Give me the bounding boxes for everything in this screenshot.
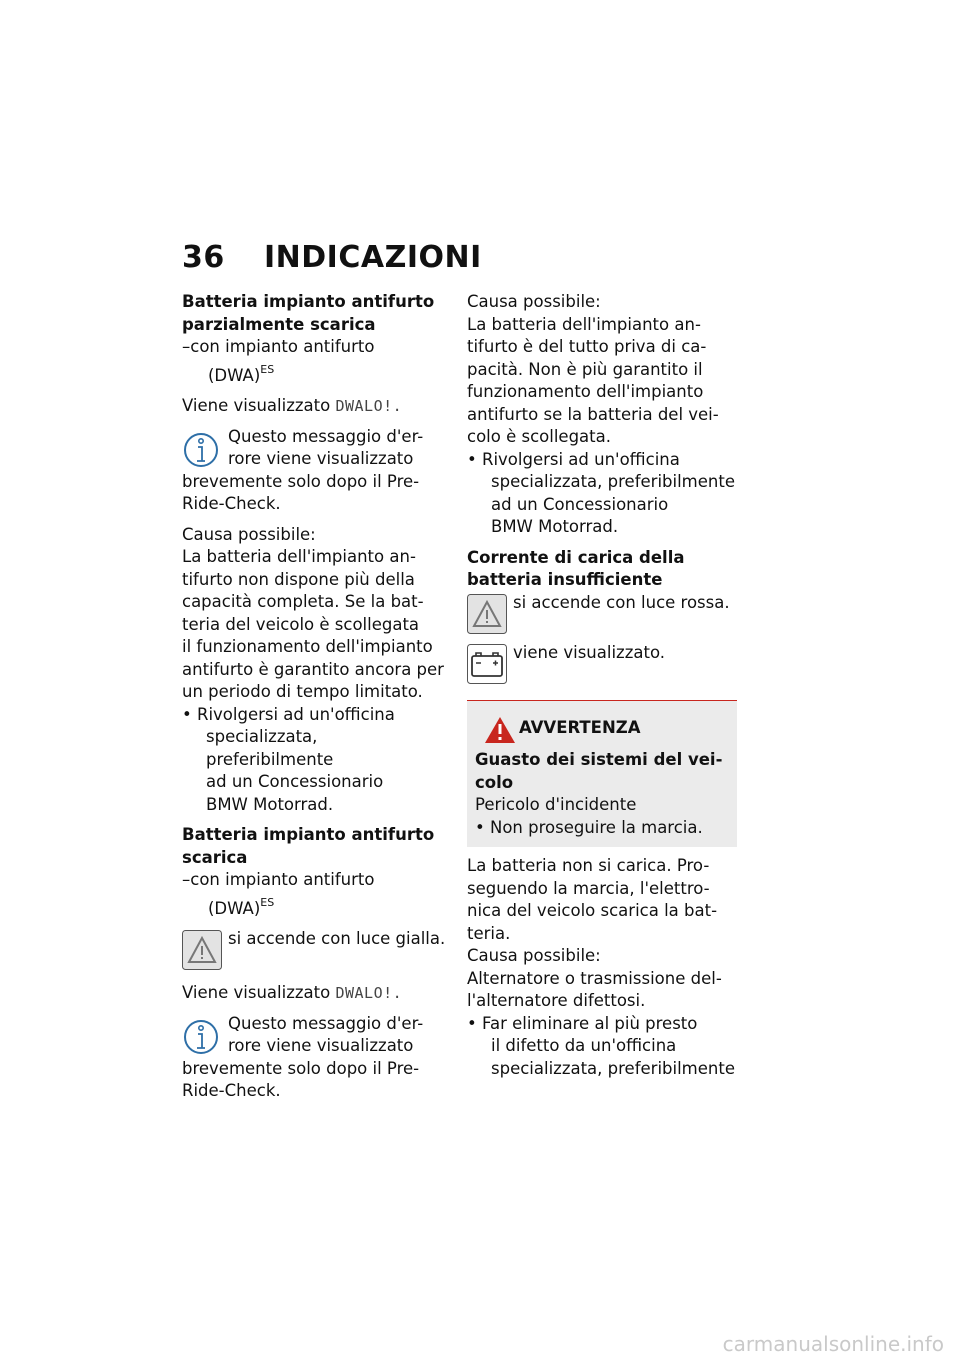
condition-line — [182, 336, 446, 387]
es-superscript: ES — [260, 895, 275, 909]
error-code: DWALO!. — [335, 397, 403, 415]
battery-icon — [467, 644, 507, 684]
info-icon — [182, 430, 220, 470]
bullet-item: • Rivolgersi ad un'officina specializzata, preferibilmente ad un Concessionario BMW Motorrad. — [182, 704, 395, 814]
left-column: Batteria impianto antifurto parzialmente scarica –con impianto antifurto (DWA)$^{ES}$ Viene visualizzato DWALO!. Questo messaggio d'er- rore viene visualizzato brevemente solo dopo il Pre- Ride-Check. Causa possibile: La batteria dell'impianto an- tifurto non dispone più della capacità completa. Se la bat- teria del veicolo è scollegata il funzionamento dell'impianto antifurto è garantito ancora per un periodo di tempo limitato. • Rivolgersi ad un'officina specializzata, preferibilmente ad un Concessionario BMW Motorrad. Batteria impianto antifurto scarica –con impianto antifurto (DWA)$^{ES}$ si accende con luce gialla. Viene visualizzato DWALO!. Questo messaggio d'er- rore viene visualizzato brevemente solo dopo il Pre- Ride-Check. — [182, 291, 446, 1103]
right-column: Causa possibile: La batteria dell'impianto an- tifurto è del tutto priva di ca- pacità. Non è più garantito il funzionamento dell'impianto antifurto se la batteria del vei- colo è scollegata. • Rivolgersi ad un'officina specializzata, preferibilmente ad un Concessionario BMW Motorrad. Corrente di carica della batteria insufficiente si accende con luce rossa. viene visualizzato. AVVERTENZA Guasto dei sistemi del vei- colo Pericolo d'incidente • Non proseguire la marcia. La batteria non si carica. Pro- seguendo la marcia, l'elettro- nica del veicolo scarica la bat- teria. Causa possibile: Alternatore o trasmissione del- l'alternatore difettosi. • Far eliminare al più presto il difetto da un'officina specializzata, preferibilmente — [467, 291, 737, 1080]
page-header — [182, 240, 482, 275]
warning-triangle-icon — [182, 930, 222, 970]
watermark: carmanualsonline.info — [722, 1332, 944, 1356]
section-title: Corrente di carica della — [467, 547, 685, 567]
condition-text: (DWA) — [208, 365, 261, 385]
info-note: Questo messaggio d'er- rore viene visualizzato brevemente solo dopo il Pre- Ride-Check. — [182, 1013, 424, 1100]
bullet-item: • Rivolgersi ad un'officina specializzata, preferibilmente ad un Concessionario BMW Motorrad. — [467, 449, 735, 536]
section-title: batteria insufficiente — [467, 570, 663, 589]
condition-text: –con impianto antifurto — [182, 337, 375, 356]
section-title: Batteria impianto antifurto — [182, 825, 435, 844]
red-warning-row: si accende con luce rossa. — [467, 592, 737, 642]
cause-label: Causa possibile: — [182, 524, 316, 544]
page-title: INDICAZIONI — [264, 240, 482, 275]
cause-label: Causa possibile: — [467, 946, 601, 965]
es-superscript: ES — [260, 362, 275, 376]
condition-line: –con impianto antifurto (DWA)$^{ES}$ — [182, 870, 375, 918]
warning-icon — [483, 715, 517, 745]
bullet-item: • Non proseguire la marcia. — [475, 817, 703, 837]
display-message: Viene visualizzato DWALO!. — [182, 983, 403, 1002]
warning-title: AVVERTENZA — [475, 717, 729, 740]
section-title: parzialmente scarica — [182, 314, 376, 334]
battery-row: viene visualizzato. — [467, 642, 737, 688]
section-title: Batteria impianto antifurto — [182, 292, 435, 311]
bullet-item: • Far eliminare al più presto il difetto da un'officina specializzata, preferibilmente — [467, 1013, 735, 1078]
cause-label: Causa possibile: — [467, 292, 601, 311]
warning-triangle-icon — [467, 594, 507, 634]
section-title: scarica — [182, 847, 248, 867]
error-code: DWALO!. — [335, 984, 403, 1002]
display-message: Viene visualizzato DWALO!. — [182, 396, 403, 415]
warning-box: AVVERTENZA Guasto dei sistemi del vei- colo Pericolo d'incidente • Non proseguire la marcia. — [467, 700, 737, 848]
info-icon — [182, 1017, 220, 1057]
yellow-warning-row: si accende con luce gialla. — [182, 928, 446, 974]
page-number: 36 — [182, 240, 225, 275]
info-note: Questo messaggio d'er- rore viene visualizzato brevemente solo dopo il Pre- Ride-Check. — [182, 426, 424, 513]
